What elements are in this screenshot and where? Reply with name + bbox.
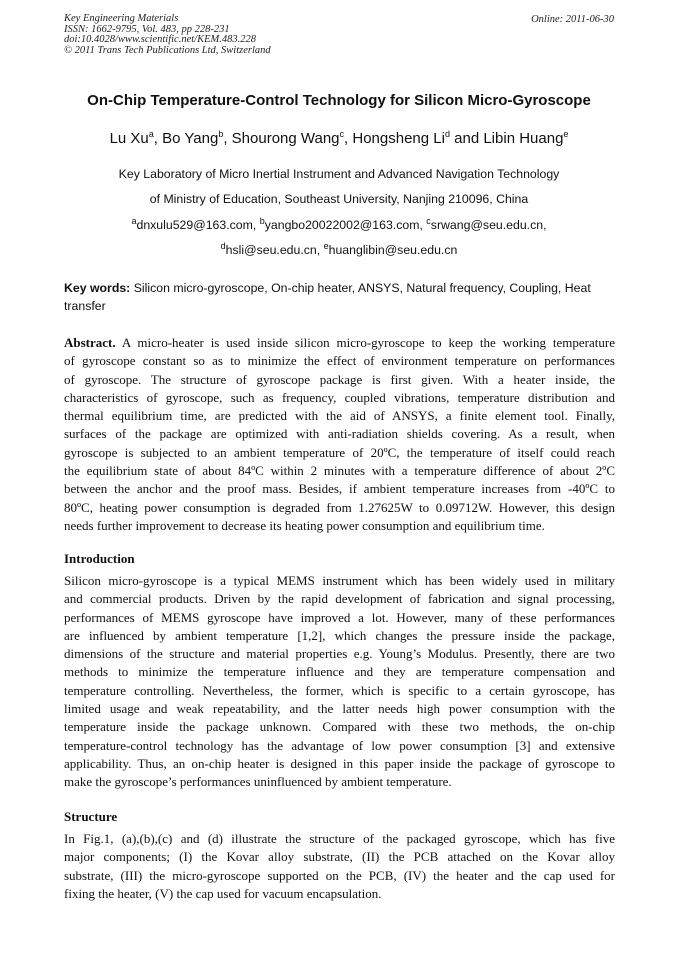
text-line [64,830,615,848]
text-line [64,517,615,535]
email[interactable]: hsli@seu.edu.cn [225,243,317,258]
structure-paragraph [64,830,615,903]
abstract [64,334,615,535]
author-sup: c [339,129,345,139]
text-line-content: limited usage and weak repeatability, and the latter needs high power consumption with the [64,701,615,717]
email-sup: a [131,216,137,226]
text-line [64,425,615,443]
text-line [64,682,615,700]
text-line [64,407,615,425]
keywords-text: Silicon micro-gyroscope, On-chip heater, ANSYS, Natural frequency, Coupling, Heat [133,281,591,295]
email-sup: b [259,216,265,226]
text-line-content: thermal equilibrium time, are predicted with the aid of ANSYS, a finite element tool. Finally, [64,408,615,424]
text-line [64,885,615,903]
author-sup: a [148,129,154,139]
text-line-content: gyroscope is subjected to an ambient temperature of 20ºC, the temperature of itself could reach [64,444,615,460]
text-line-content: temperature-control technology has the advantage of low power consumption [3] and extensive [64,737,615,753]
email-line: $^d$hsli@seu.edu.cn, $^e$huanglibin@seu.edu.cn [220,241,458,258]
text-line [64,718,615,736]
abstract-label: Abstract. [64,335,116,350]
section-heading-structure: Structure [64,809,118,824]
author: Bo Yang [162,130,219,147]
email-sup: e [323,241,329,251]
text-line [64,334,615,352]
text-line [64,848,615,866]
text-line [64,499,615,517]
keywords-text: transfer [64,299,106,313]
text-line [64,773,615,791]
text-line-content: methods to minimize the temperature influence and they are temperature compensation and [64,664,615,680]
text-line-content: fixing the heater, (V) the cap used for vacuum encapsulation. [64,885,382,901]
text-line-content: performances of MEMS gyroscope have improved a lot. However, many of these performances [64,609,615,625]
text-line-content: applicability. Thus, an on-chip heater is designed in this paper inside the package of gyroscope to [64,755,615,771]
text-line-content: major components; (I) the Kovar alloy substrate, (II) the PCB attached on the Kovar alloy [64,849,615,865]
affiliation-line: of Ministry of Education, Southeast University, Nanjing 210096, China [149,192,529,206]
text-line-content: 80ºC, heating power consumption is degraded from 1.27625W to 0.09712W. However, this design [64,499,615,515]
email[interactable]: yangbo20022002@163.com [264,218,420,233]
text-line-content: of gyroscope constant so as to minimize the effect of environment temperature on performances [64,353,615,369]
text-line [64,590,615,608]
author: Hongsheng Li [352,130,445,147]
text-line-content: substrate, (III) the micro-gyroscope supported on the PCB, (IV) the heater and the cap used for [64,867,615,883]
affiliation-line: Key Laboratory of Micro Inertial Instrument and Advanced Navigation Technology [118,167,560,181]
text-line-content: In Fig.1, (a),(b),(c) and (d) illustrate the structure of the packaged gyroscope, which has five [64,831,615,846]
journal-header [64,14,271,56]
text-line-content: Silicon micro-gyroscope is a typical MEMS instrument which has been widely used in military [64,573,615,588]
issn: ISSN: 1662-9795, Vol. 483, pp 228-231 [64,23,230,35]
text-line [64,371,615,389]
text-line-content: and commercial products. Driven by the rapid development of fabrication and signal processing, [64,591,615,607]
text-line-content: dimensions of the structure and material properties e.g. Young’s Modulus. Presently, there are two [64,646,615,662]
text-line [64,389,615,407]
text-line [64,700,615,718]
text-line-content: of gyroscope. The structure of gyroscope package is first given. With a heater inside, the [64,371,615,387]
text-line-content: between the anchor and the proof mass. Besides, if ambient temperature increases from -40ºC to [64,481,615,497]
author-sup: b [218,129,224,139]
text-line-content: make the gyroscope’s performances uninfluenced by ambient temperature. [64,774,452,790]
text-line [64,609,615,627]
text-line-content: are influenced by ambient temperature [1,2], which changes the pressure inside the package, [64,627,615,643]
text-line [64,737,615,755]
text-line-content: characteristics of gyroscope, such as frequency, coupled vibrations, temperature distribution and [64,389,615,405]
text-line [64,572,615,590]
text-line-content: A micro-heater is used inside silicon micro-gyroscope to keep the working temperature [121,335,615,350]
keywords [64,279,615,315]
text-line-content: needs further improvement to decrease its heating power consumption and equilibrium time. [64,517,545,533]
email[interactable]: huanglibin@seu.edu.cn [328,243,458,258]
text-line [64,867,615,885]
text-line [64,645,615,663]
text-line-content: surfaces of the package are optimized with anti-radiation shields covering. As a result, when [64,426,615,442]
author-sup: e [563,129,569,139]
introduction-paragraph [64,572,615,792]
text-line-content: temperature controlling. Nevertheless, the former, which is specific to a certain gyroscope, has [64,682,615,698]
text-line-content: temperature inside the package unknown. Compared with these two methods, the on-chip [64,719,615,735]
email-line: $^a$dnxulu529@163.com, $^b$yangbo20022002@163.com, $^c$srwang@seu.edu.cn, [131,216,547,233]
text-line [64,663,615,681]
doi: doi:10.4028/www.scientific.net/KEM.483.228 [64,34,256,45]
email-sup: c [426,216,431,226]
text-line [64,627,615,645]
author-sup: d [444,129,450,139]
text-line-content: the equilibrium state of about 84ºC within 2 minutes with a temperature difference of about 2ºC [64,463,615,479]
keywords-label: Key words: [64,281,131,295]
text-line [64,462,615,480]
online-date: Online: 2011-06-30 [531,14,614,25]
text-line [64,352,615,370]
email[interactable]: dnxulu529@163.com [136,218,253,233]
section-heading-introduction: Introduction [64,551,135,566]
text-line [64,444,615,462]
email[interactable]: srwang@seu.edu.cn [430,218,544,233]
copyright: © 2011 Trans Tech Publications Ltd, Switzerland [64,44,271,56]
journal-name: Key Engineering Materials [64,13,179,24]
text-line [64,755,615,773]
paper-title: On-Chip Temperature-Control Technology for Silicon Micro-Gyroscope [87,92,591,109]
email-sup: d [220,241,226,251]
author: Lu Xu [109,130,149,147]
text-line [64,480,615,498]
author: Shourong Wang [231,130,340,147]
author: Libin Huang [483,130,564,147]
author-list: Lu Xu$^a$, Bo Yang$^b$, Shourong Wang$^c$, Hongsheng Li$^d$ and Libin Huang$^e$ [109,129,569,147]
